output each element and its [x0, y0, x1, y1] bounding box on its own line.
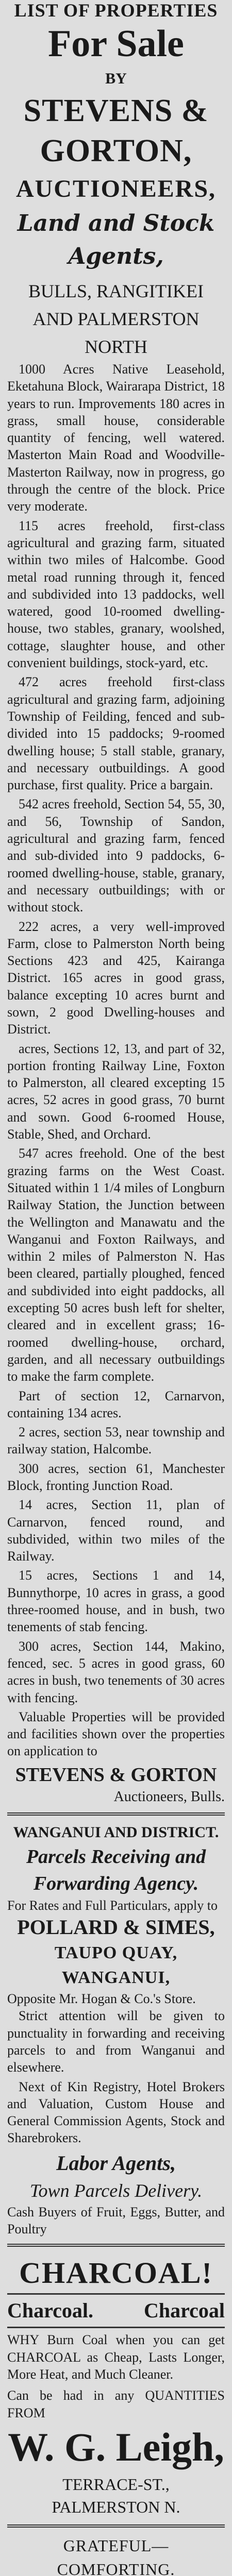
charcoal-ad	[7, 2253, 225, 2518]
leigh-address: TERRACE-ST., PALMERSTON N.	[52, 2475, 180, 2516]
epps-cocoa-ad	[7, 2534, 225, 2576]
listing-item: 547 acres freehold. One of the best grazing farms on the West Coast. Situated within 1 1/4 miles of Longburn Railway Station, the Junction between the Wellington and Manawatu and the Wanganui and Foxton Railways, and within 2 miles of Palmerston N. Has been cleared, partially ploughed, fenced and subdivided into eight paddocks, all excepting 50 acres bush left for shelter, cleared and in excellent grass; 16-roomed dwelling-house, orchard, garden, and all necessary outbuildings to make the farm complete.	[7, 1146, 225, 1384]
listing-item: 115 acres freehold, first-class agricultural and grazing farm, situated within two miles of Halcombe. Good metal road running through it, fenced and subdivided into 13 paddocks, well watered, good 10-roomed dwelling-house, two stables, granary, woolshed, cottage, slaughter house, and other convenient buildings, stock-yard, etc.	[7, 518, 225, 671]
leigh-name: W. G. Leigh,	[8, 2424, 224, 2469]
parcels-heading: Parcels Receiving and Forwarding Agency.	[26, 1845, 206, 1894]
labour-agents: Labor Agents,	[56, 2151, 176, 2175]
listing-item: 300 acres, Section 144, Makino, fenced, sec. 5 acres in good grass, 60 acres in bush, two tenements of 30 acres with fencing.	[7, 1638, 225, 1705]
by-label: BY	[105, 70, 127, 87]
grateful-heading: GRATEFUL—COMFORTING.	[57, 2536, 175, 2576]
pollard-simes-ad	[7, 1822, 225, 2238]
list-header: LIST OF PROPERTIES	[14, 0, 218, 21]
listing-item: Part of section 12, Carnarvon, containing 134 acres.	[7, 1388, 225, 1420]
bulls-location: BULLS, RANGITIKEI	[28, 281, 204, 301]
town-parcels: Town Parcels Delivery.	[29, 2180, 203, 2201]
listing-item: 472 acres freehold first-class agricultural and grazing farm, adjoining Township of Feilding, fenced and sub-divided into 15 paddocks; 9-roomed dwelling house; 5 stall stable, granary, and necessary outbuildings. A good purchase, first quality. Price a bargain.	[7, 674, 225, 793]
divider	[7, 2524, 225, 2528]
firm-name: STEVENS & GORTON,	[23, 93, 209, 168]
cash-buyers: Cash Buyers of Fruit, Eggs, Butter, and Poultry	[7, 2204, 225, 2237]
listing-item: 542 acres freehold, Section 54, 55, 30, and 56, Township of Sandon, agricultural and grazing farm, fenced and sub-divided into 9 paddocks, 6-roomed dwelling-house, stable, granary, and necessary outbuildings; with or without stock.	[7, 796, 225, 915]
body-paragraph: Strict attention will be given to punctuality in forwarding and receiving parcels to and from Wanganui and elsewhere.	[7, 2008, 225, 2075]
listing-item: 2 acres, section 53, near township and railway station, Halcombe.	[7, 1425, 225, 1457]
listing-item: 222 acres, a very well-improved Farm, close to Palmerston North being Sections 423 and 425, Kairanga District. 165 acres in good grass, balance excepting 10 acres burnt and sown, 2 good Dwelling-houses and District.	[7, 919, 225, 1037]
signature-sub: Auctioneers, Bulls.	[113, 1788, 225, 1805]
charcoal-title: CHARCOAL!	[19, 2256, 213, 2290]
opposite-text: Opposite Mr. Hogan & Co.'s Store.	[7, 1991, 196, 2007]
agents-label: Land and Stock Agents,	[17, 210, 215, 269]
listing-item: 1000 Acres Native Leasehold, Eketahuna Block, Wairarapa District, 18 years to run. Improvements 180 acres in grass, small house, considerable quantity of fencing, well watered. Masterton Main Road and Woodville-Masterton Railway, now in progress, go through the centre of the block. Price very moderate.	[7, 362, 225, 514]
auctioneers-label: AUCTIONEERS,	[15, 175, 217, 202]
intro-text: For Rates and Full Particulars, apply to	[7, 1897, 218, 1913]
charcoal-left: Charcoal.	[7, 2299, 94, 2323]
charcoal-body: WHY Burn Coal when you can get CHARCOAL as Cheap, Lasts Longer, More Heat, and Much Cleaner.	[7, 2332, 225, 2382]
listing-item: 15 acres, Sections 1 and 14, Bunnythorpe, 10 acres in grass, a good three-roomed house, and in bush, two tenements of stab fencing.	[7, 1568, 225, 1635]
listing-item: 300 acres, section 61, Manchester Block, fronting Junction Road.	[7, 1461, 225, 1493]
address: TAUPO QUAY, WANGANUI,	[54, 1943, 178, 1988]
for-sale-title: For Sale	[48, 23, 184, 65]
closing-text: Valuable Properties will be provided and facilities shown over the properties on application to	[7, 1709, 225, 1759]
listing-item: acres, Sections 12, 13, and part of 32, portion fronting Railway Line, Foxton to Palmerston, all cleared excepting 15 acres, 52 acres in good grass, 70 burnt and sown. Good 6-roomed House, Stable, Shed, and Orchard.	[7, 1041, 225, 1142]
divider	[7, 1812, 225, 1816]
charcoal-row	[7, 2293, 225, 2328]
wanganui-heading: WANGANUI AND DISTRICT.	[13, 1823, 219, 1841]
charcoal-body2: Can be had in any QUANTITIES FROM	[7, 2388, 225, 2420]
divider	[7, 2244, 225, 2247]
signature: STEVENS & GORTON	[15, 1764, 217, 1786]
body-paragraph: Next of Kin Registry, Hotel Brokers and Valuation, Custom House and General Commission Agents, Stock and Sharebrokers.	[7, 2079, 225, 2146]
firm-name: POLLARD & SIMES,	[17, 1916, 215, 1939]
listing-item: 14 acres, Section 11, plan of Carnarvon, fenced round, and subdivided, within two miles of the Railway.	[7, 1497, 225, 1564]
property-listings	[7, 361, 225, 1760]
charcoal-right: Charcoal	[143, 2299, 225, 2323]
stevens-gorton-ad	[7, 0, 225, 1806]
ad2-body	[7, 2007, 225, 2146]
palmerston-location: AND PALMERSTON NORTH	[32, 309, 200, 357]
